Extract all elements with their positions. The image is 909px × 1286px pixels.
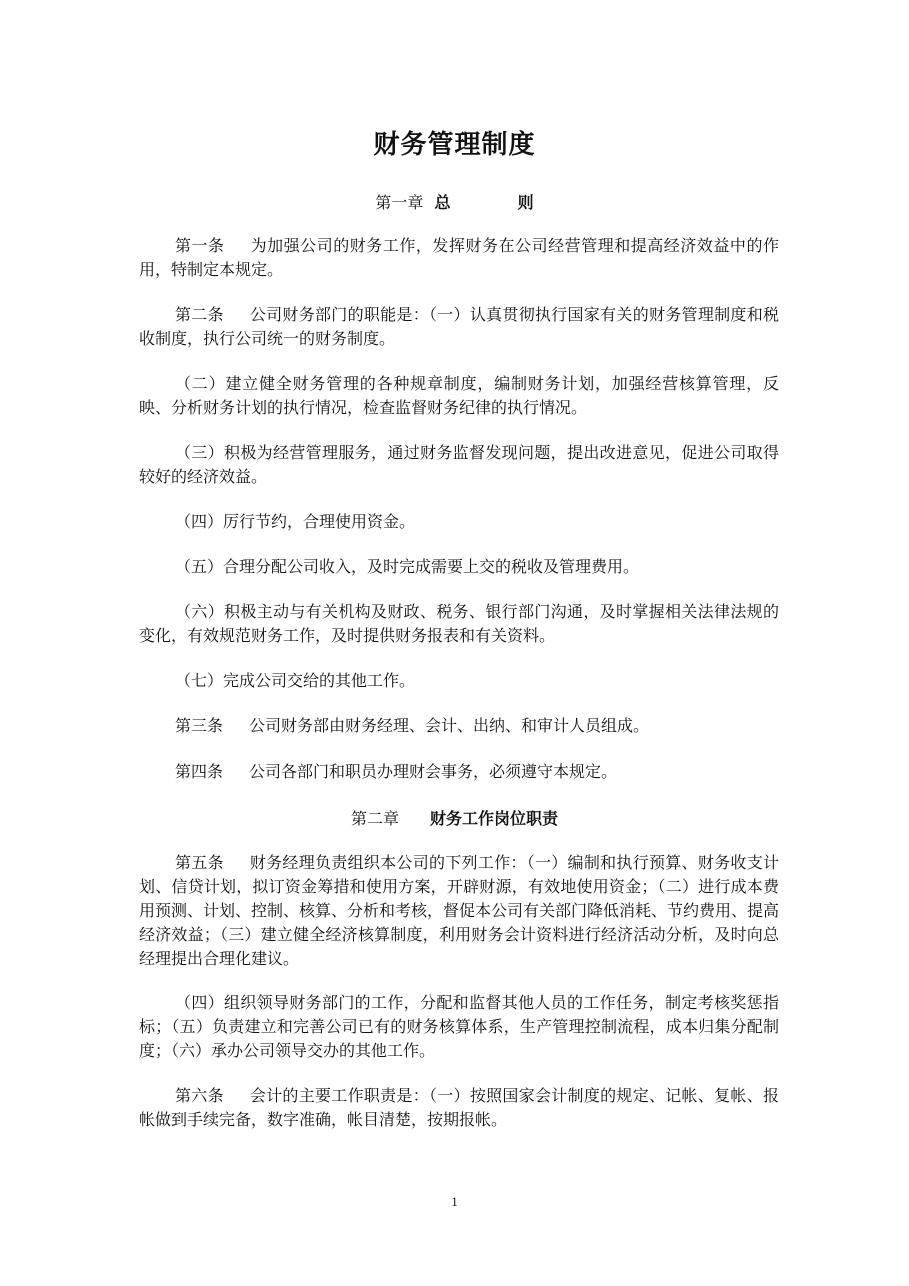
article-text: 公司财务部由财务经理、会计、出纳、和审计人员组成。 [249,716,650,735]
paragraph-article-3 [139,714,779,738]
document-title: 财务管理制度 [373,130,536,160]
chapter-1-name-a: 总 [434,193,451,212]
article-text: 会计的主要工作职责是：（一）按照国家会计制度的规定、记帐、复帐、报帐做到手续完备，数字准确，帐目清楚，按期报帐。 [139,1086,779,1129]
article-number: 第三条 [175,716,224,735]
paragraph-item-5: （五）合理分配公司收入，及时完成需要上交的税收及管理费用。 [175,557,640,576]
page-number: 1 [451,1194,458,1209]
paragraph-article-1 [139,234,779,282]
paragraph-article-4 [139,760,779,784]
paragraph-article-6 [139,1084,779,1132]
chapter-1-name-b: 则 [517,193,534,212]
article-number: 第二条 [175,305,224,324]
chapter-2-heading [0,806,909,829]
paragraph-item-7: （七）完成公司交给的其他工作。 [175,671,416,690]
paragraph-item-3: （三）积极为经营管理服务，通过财务监督发现问题，提出改进意见，促进公司取得较好的经济效益。 [139,443,779,486]
paragraph-item-6: （六）积极主动与有关机构及财政、税务、银行部门沟通，及时掌握相关法律法规的变化，有效规范财务工作，及时提供财务报表和有关资料。 [139,602,779,645]
paragraph-article-2 [139,303,779,351]
article-number: 第一条 [175,236,225,255]
paragraph-item-4: （四）厉行节约，合理使用资金。 [175,512,416,531]
article-text: 公司财务部门的职能是：（一）认真贯彻执行国家有关的财务管理制度和税收制度，执行公司统一的财务制度。 [139,305,779,348]
paragraph-item-2: （二）建立健全财务管理的各种规章制度，编制财务计划，加强经营核算管理，反映、分析财务计划的执行情况，检查监督财务纪律的执行情况。 [139,374,779,417]
article-text: 公司各部门和职员办理财会事务，必须遵守本规定。 [249,762,618,781]
chapter-2-name: 财务工作岗位职责 [430,809,559,828]
article-text: 为加强公司的财务工作，发挥财务在公司经营管理和提高经济效益中的作用，特制定本规定。 [139,236,779,279]
chapter-1-label: 第一章 [375,193,424,212]
article-number: 第四条 [175,762,224,781]
chapter-1-heading [0,190,909,213]
article-number: 第五条 [175,853,224,872]
paragraph-items-4-6: （四）组织领导财务部门的工作，分配和监督其他人员的工作任务，制定考核奖惩指标；（五）负责建立和完善公司已有的财务核算体系，生产管理控制流程，成本归集分配制度；（六）承办公司领导交办的其他工作。 [139,993,779,1060]
paragraph-article-5 [139,851,779,971]
article-text: 财务经理负责组织本公司的下列工作：（一）编制和执行预算、财务收支计划、信贷计划，拟订资金筹措和使用方案，开辟财源，有效地使用资金；（二）进行成本费用预测、计划、控制、核算、分析和考核，督促本公司有关部门降低消耗、节约费用、提高经济效益；（三）建立健全经济核算制度，利用财务会计资料进行经济活动分析，及时向总经理提出合理化建议。 [139,853,780,968]
chapter-2-label: 第二章 [350,809,399,828]
article-number: 第六条 [175,1086,224,1105]
